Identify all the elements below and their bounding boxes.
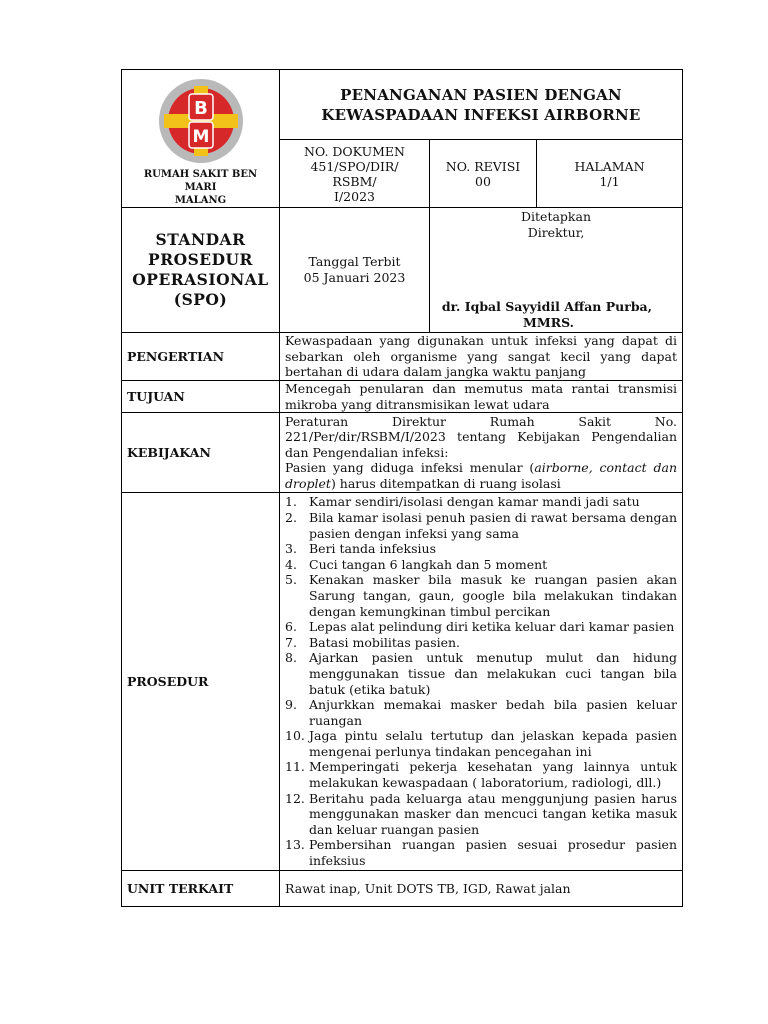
spo-line1: STANDAR <box>155 230 246 249</box>
prosedur-item <box>285 494 677 510</box>
unit-terkait-text: Rawat inap, Unit DOTS TB, IGD, Rawat jalan <box>280 871 683 907</box>
approved-label: Ditetapkan <box>521 209 591 224</box>
prosedur-item <box>285 650 677 697</box>
issue-date-value: 05 Januari 2023 <box>303 270 406 285</box>
hospital-name <box>127 168 274 207</box>
spo-line4: (SPO) <box>173 290 228 309</box>
prosedur-label: PROSEDUR <box>122 493 280 871</box>
doc-number-value-line2: RSBM/ <box>332 173 377 189</box>
tujuan-text: Mencegah penularan dan memutus mata rantai transmisi mikroba yang ditransmisikan lewat udara <box>280 381 683 413</box>
kebijakan-label: KEBIJAKAN <box>122 413 280 493</box>
kebijakan-text-a: Pasien yang diduga infeksi menular ( <box>285 460 535 476</box>
unit-terkait-label: UNIT TERKAIT <box>122 871 280 907</box>
svg-text:B: B <box>193 98 208 119</box>
prosedur-item-text: Kenakan masker bila masuk ke ruangan pasien akan Sarung tangan, gaun, google bila melakukan tindakan dengan kemungkinan timbul percikan <box>309 572 678 619</box>
title-line1: PENANGANAN PASIEN DENGAN <box>340 85 622 104</box>
kebijakan-content <box>280 413 683 493</box>
approver-name <box>442 299 652 331</box>
approver-title: Direktur, <box>527 224 585 240</box>
spo-line3: OPERASIONAL <box>132 270 269 289</box>
revision-label: NO. REVISI <box>445 158 521 174</box>
prosedur-item-number: 5. <box>285 572 297 588</box>
prosedur-item-text: Beri tanda infeksius <box>309 541 437 557</box>
svg-text:M: M <box>192 127 209 147</box>
prosedur-item-number: 7. <box>285 634 297 650</box>
prosedur-item <box>285 510 677 541</box>
prosedur-item <box>285 635 677 651</box>
kebijakan-paragraph-1: Peraturan Direktur Rumah Sakit No. 221/Per/dir/RSBM/I/2023 tentang Kebijakan Pengendalian dan Pengendalian infeksi: <box>285 413 678 460</box>
prosedur-item <box>285 572 677 619</box>
prosedur-item <box>285 759 677 790</box>
prosedur-item-number: 12. <box>285 790 305 806</box>
hospital-logo-cell <box>122 70 280 208</box>
prosedur-item-number: 6. <box>285 619 297 635</box>
pengertian-label: PENGERTIAN <box>122 333 280 381</box>
prosedur-item <box>285 557 677 573</box>
approver-name-line2: MMRS. <box>523 315 575 330</box>
prosedur-item-number: 2. <box>285 509 297 525</box>
prosedur-item-text: Beritahu pada keluarga atau menggunjung pasien harus menggunakan masker dan mencuci tangan ketika masuk dan keluar ruangan pasien <box>309 790 678 837</box>
prosedur-item-number: 8. <box>285 650 297 666</box>
prosedur-item-text: Lepas alat pelindung diri ketika keluar dari kamar pasien <box>309 619 675 635</box>
title-line2: KEWASPADAAN INFEKSI AIRBORNE <box>321 105 641 124</box>
bm-logo-icon <box>158 78 244 164</box>
prosedur-item-text: Ajarkan pasien untuk menutup mulut dan hidung menggunakan tissue dan melakukan cuci tangan bila batuk (etika batuk) <box>309 650 678 697</box>
spo-table <box>121 69 683 907</box>
issue-date-label: Tanggal Terbit <box>308 254 401 269</box>
prosedur-item-text: Memperingati pekerja kesehatan yang lainnya untuk melakukan kewaspadaan ( laboratorium, radiologi, dll.) <box>309 759 678 791</box>
prosedur-item-number: 3. <box>285 541 297 557</box>
revision-cell <box>430 140 537 208</box>
prosedur-item-text: Cuci tangan 6 langkah dan 5 moment <box>309 556 548 572</box>
doc-number-label: NO. DOKUMEN <box>304 143 405 159</box>
hospital-name-line1: RUMAH SAKIT BEN MARI <box>143 169 258 193</box>
prosedur-item-text: Pembersihan ruangan pasien sesuai prosedur pasien infeksius <box>309 837 678 869</box>
prosedur-item <box>285 541 677 557</box>
document-title <box>280 70 683 140</box>
doc-number-value-line3: I/2023 <box>334 188 375 204</box>
page-label: HALAMAN <box>574 158 645 174</box>
page-cell <box>537 140 683 208</box>
spo-document <box>121 69 682 907</box>
prosedur-item-number: 10. <box>285 728 305 744</box>
approval-cell <box>430 208 683 333</box>
approval-heading <box>430 209 682 240</box>
prosedur-item-text: Jaga pintu selalu tertutup dan jelaskan kepada pasien mengenai perlunya tindakan pencegahan ini <box>309 728 678 759</box>
prosedur-item-text: Bila kamar isolasi penuh pasien di rawat bersama dengan pasien dengan infeksi yang sama <box>309 509 678 541</box>
spo-title-cell <box>122 208 280 333</box>
prosedur-list <box>285 494 677 868</box>
approver-name-line1: dr. Iqbal Sayyidil Affan Purba, <box>441 299 653 314</box>
kebijakan-text-c: ) harus ditempatkan di ruang isolasi <box>330 475 561 491</box>
prosedur-content <box>280 493 683 871</box>
prosedur-item-number: 9. <box>285 697 297 713</box>
document-number-cell <box>280 140 430 208</box>
prosedur-item <box>285 697 677 728</box>
prosedur-item <box>285 837 677 868</box>
kebijakan-paragraph-2 <box>285 460 677 491</box>
tujuan-label: TUJUAN <box>122 381 280 413</box>
prosedur-item-text: Kamar sendiri/isolasi dengan kamar mandi jadi satu <box>309 494 640 510</box>
page-value: 1/1 <box>599 173 620 189</box>
prosedur-item-number: 11. <box>285 759 305 775</box>
prosedur-item <box>285 619 677 635</box>
hospital-name-line2: MALANG <box>174 195 227 206</box>
prosedur-item-number: 4. <box>285 556 297 572</box>
prosedur-item <box>285 728 677 759</box>
prosedur-item-text: Anjurkkan memakai masker bedah bila pasien keluar ruangan <box>309 697 678 728</box>
pengertian-text: Kewaspadaan yang digunakan untuk infeksi yang dapat di sebarkan oleh organisme yang sangat kecil yang dapat bertahan di udara dalam jangka waktu panjang <box>280 333 683 381</box>
prosedur-item-text: Batasi mobilitas pasien. <box>309 634 461 650</box>
issue-date-cell <box>280 208 430 333</box>
kebijakan-text-italic: airborne, contact dan droplet <box>285 460 677 491</box>
prosedur-item-number: 1. <box>285 494 297 510</box>
hospital-logo <box>158 78 244 164</box>
prosedur-item-number: 13. <box>285 837 305 853</box>
doc-number-value-line1: 451/SPO/DIR/ <box>310 158 399 174</box>
spo-line2: PROSEDUR <box>148 250 253 269</box>
prosedur-item <box>285 791 677 838</box>
revision-value: 00 <box>475 173 491 189</box>
